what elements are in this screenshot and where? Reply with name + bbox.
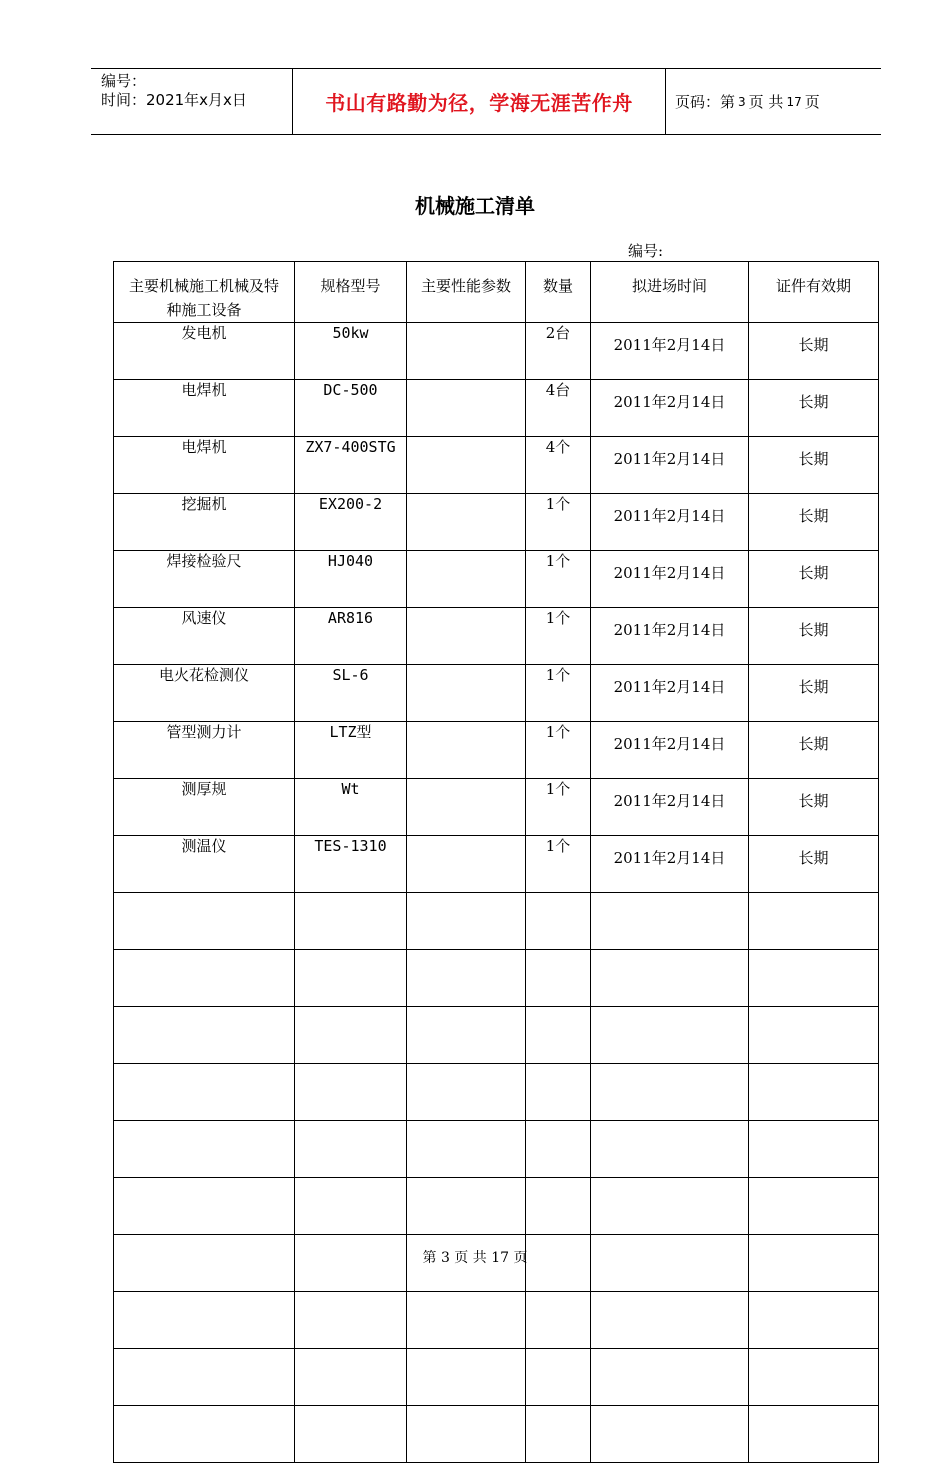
- quantity-cell: 1个: [526, 779, 591, 836]
- entry-date-cell: [591, 1349, 749, 1406]
- model-cell: EX200-2: [295, 494, 407, 551]
- table-row: [114, 779, 879, 836]
- quantity-cell: 1个: [526, 722, 591, 779]
- quantity-cell: [526, 950, 591, 1007]
- page-footer: 第 3 页 共 17 页: [422, 1250, 528, 1266]
- validity-cell: [749, 1178, 879, 1235]
- table-row: [114, 437, 879, 494]
- equipment-table: [113, 261, 879, 1463]
- validity-cell: [749, 1121, 879, 1178]
- table-row: [114, 950, 879, 1007]
- column-header-validity: 证件有效期: [749, 262, 879, 323]
- entry-date-cell: [591, 1178, 749, 1235]
- quantity-cell: 1个: [526, 551, 591, 608]
- quantity-cell: 2台: [526, 323, 591, 380]
- entry-date-cell: 2011年2月14日: [591, 323, 749, 380]
- header-divider: [665, 69, 666, 134]
- entry-date-cell: [591, 950, 749, 1007]
- quantity-cell: [526, 1292, 591, 1349]
- model-cell: ZX7-400STG: [295, 437, 407, 494]
- table-row: [114, 665, 879, 722]
- params-cell: [407, 950, 526, 1007]
- header-page-indicator: [675, 69, 820, 134]
- quantity-cell: [526, 1121, 591, 1178]
- page-prefix: 页码：第: [675, 93, 736, 111]
- model-cell: [295, 1064, 407, 1121]
- model-cell: LTZ型: [295, 722, 407, 779]
- table-row: [114, 323, 879, 380]
- validity-cell: 长期: [749, 437, 879, 494]
- column-header-entry-date: 拟进场时间: [591, 262, 749, 323]
- model-cell: TES-1310: [295, 836, 407, 893]
- equipment-name-cell: 电火花检测仪: [114, 665, 295, 722]
- params-cell: [407, 494, 526, 551]
- params-cell: [407, 722, 526, 779]
- equipment-name-cell: 电焊机: [114, 437, 295, 494]
- entry-date-cell: 2011年2月14日: [591, 608, 749, 665]
- equipment-name-cell: [114, 1292, 295, 1349]
- params-cell: [407, 551, 526, 608]
- model-cell: AR816: [295, 608, 407, 665]
- model-cell: [295, 893, 407, 950]
- column-header-quantity: 数量: [526, 262, 591, 323]
- validity-cell: 长期: [749, 608, 879, 665]
- validity-cell: 长期: [749, 779, 879, 836]
- model-cell: HJ040: [295, 551, 407, 608]
- equipment-name-cell: 电焊机: [114, 380, 295, 437]
- model-cell: Wt: [295, 779, 407, 836]
- params-cell: [407, 779, 526, 836]
- document-number-label: 编号:: [628, 242, 664, 260]
- entry-date-cell: [591, 1406, 749, 1463]
- equipment-name-cell: [114, 1121, 295, 1178]
- equipment-name-cell: [114, 893, 295, 950]
- equipment-name-cell: [114, 1064, 295, 1121]
- quantity-cell: [526, 893, 591, 950]
- params-cell: [407, 1007, 526, 1064]
- model-cell: 50kw: [295, 323, 407, 380]
- entry-date-cell: 2011年2月14日: [591, 551, 749, 608]
- table-row: [114, 1406, 879, 1463]
- validity-cell: [749, 1292, 879, 1349]
- quantity-cell: 1个: [526, 494, 591, 551]
- model-cell: [295, 1121, 407, 1178]
- validity-cell: 长期: [749, 665, 879, 722]
- model-cell: [295, 950, 407, 1007]
- params-cell: [407, 893, 526, 950]
- table-row: [114, 608, 879, 665]
- page-mid: 页 共: [748, 93, 784, 111]
- equipment-name-cell: 风速仪: [114, 608, 295, 665]
- quantity-cell: 4台: [526, 380, 591, 437]
- table-row: [114, 836, 879, 893]
- validity-cell: [749, 1007, 879, 1064]
- quantity-cell: [526, 1064, 591, 1121]
- table-row: [114, 380, 879, 437]
- validity-cell: [749, 1064, 879, 1121]
- equipment-name-cell: 发电机: [114, 323, 295, 380]
- quantity-cell: 4个: [526, 437, 591, 494]
- header-meta: [101, 72, 247, 110]
- params-cell: [407, 437, 526, 494]
- model-cell: [295, 1178, 407, 1235]
- table-row: [114, 893, 879, 950]
- entry-date-cell: 2011年2月14日: [591, 380, 749, 437]
- equipment-name-cell: 测温仪: [114, 836, 295, 893]
- validity-cell: 长期: [749, 494, 879, 551]
- equipment-name-cell: 测厚规: [114, 779, 295, 836]
- equipment-name-cell: [114, 1349, 295, 1406]
- model-cell: [295, 1406, 407, 1463]
- equipment-name-cell: [114, 1178, 295, 1235]
- entry-date-cell: 2011年2月14日: [591, 836, 749, 893]
- params-cell: [407, 608, 526, 665]
- validity-cell: 长期: [749, 551, 879, 608]
- equipment-name-cell: 挖掘机: [114, 494, 295, 551]
- entry-date-cell: [591, 1064, 749, 1121]
- validity-cell: 长期: [749, 323, 879, 380]
- table-row: [114, 1121, 879, 1178]
- params-cell: [407, 1292, 526, 1349]
- validity-cell: [749, 1349, 879, 1406]
- table-row: [114, 1064, 879, 1121]
- params-cell: [407, 380, 526, 437]
- validity-cell: [749, 893, 879, 950]
- entry-date-cell: 2011年2月14日: [591, 494, 749, 551]
- table-row: [114, 494, 879, 551]
- entry-date-cell: 2011年2月14日: [591, 779, 749, 836]
- validity-cell: 长期: [749, 836, 879, 893]
- params-cell: [407, 1121, 526, 1178]
- quantity-cell: 1个: [526, 608, 591, 665]
- quantity-cell: [526, 1406, 591, 1463]
- table-row: [114, 1349, 879, 1406]
- model-cell: [295, 1349, 407, 1406]
- page-current: 3: [738, 94, 746, 109]
- header-motto: 书山有路勤为径，学海无涯苦作舟: [325, 91, 633, 115]
- params-cell: [407, 323, 526, 380]
- page-total: 17: [786, 94, 802, 109]
- quantity-cell: [526, 1007, 591, 1064]
- equipment-name-cell: [114, 1406, 295, 1463]
- validity-cell: 长期: [749, 722, 879, 779]
- entry-date-cell: [591, 1121, 749, 1178]
- equipment-name-cell: 管型测力计: [114, 722, 295, 779]
- params-cell: [407, 1406, 526, 1463]
- params-cell: [407, 836, 526, 893]
- header-number-label: 编号：: [101, 72, 147, 90]
- validity-cell: [749, 950, 879, 1007]
- equipment-name-cell: [114, 950, 295, 1007]
- column-header-params: 主要性能参数: [407, 262, 526, 323]
- table-row: [114, 1292, 879, 1349]
- column-header-model: 规格型号: [295, 262, 407, 323]
- params-cell: [407, 665, 526, 722]
- quantity-cell: [526, 1178, 591, 1235]
- column-header-equipment: 主要机械施工机械及特种施工设备: [114, 262, 295, 323]
- table-header-row: [114, 262, 879, 323]
- model-cell: [295, 1292, 407, 1349]
- quantity-cell: 1个: [526, 665, 591, 722]
- quantity-cell: 1个: [526, 836, 591, 893]
- quantity-cell: [526, 1349, 591, 1406]
- table-row: [114, 722, 879, 779]
- page-header: [91, 68, 881, 135]
- params-cell: [407, 1178, 526, 1235]
- params-cell: [407, 1064, 526, 1121]
- table-row: [114, 551, 879, 608]
- entry-date-cell: 2011年2月14日: [591, 665, 749, 722]
- model-cell: SL-6: [295, 665, 407, 722]
- entry-date-cell: 2011年2月14日: [591, 437, 749, 494]
- entry-date-cell: [591, 893, 749, 950]
- entry-date-cell: [591, 1292, 749, 1349]
- params-cell: [407, 1349, 526, 1406]
- entry-date-cell: [591, 1007, 749, 1064]
- entry-date-cell: 2011年2月14日: [591, 722, 749, 779]
- equipment-name-cell: [114, 1007, 295, 1064]
- validity-cell: 长期: [749, 380, 879, 437]
- validity-cell: [749, 1406, 879, 1463]
- header-time: 时间：2021年x月x日: [101, 91, 247, 109]
- table-row: [114, 1007, 879, 1064]
- table-row: [114, 1178, 879, 1235]
- equipment-name-cell: 焊接检验尺: [114, 551, 295, 608]
- page-suffix: 页: [804, 93, 820, 111]
- model-cell: DC-500: [295, 380, 407, 437]
- model-cell: [295, 1007, 407, 1064]
- document-title: 机械施工清单: [415, 194, 535, 218]
